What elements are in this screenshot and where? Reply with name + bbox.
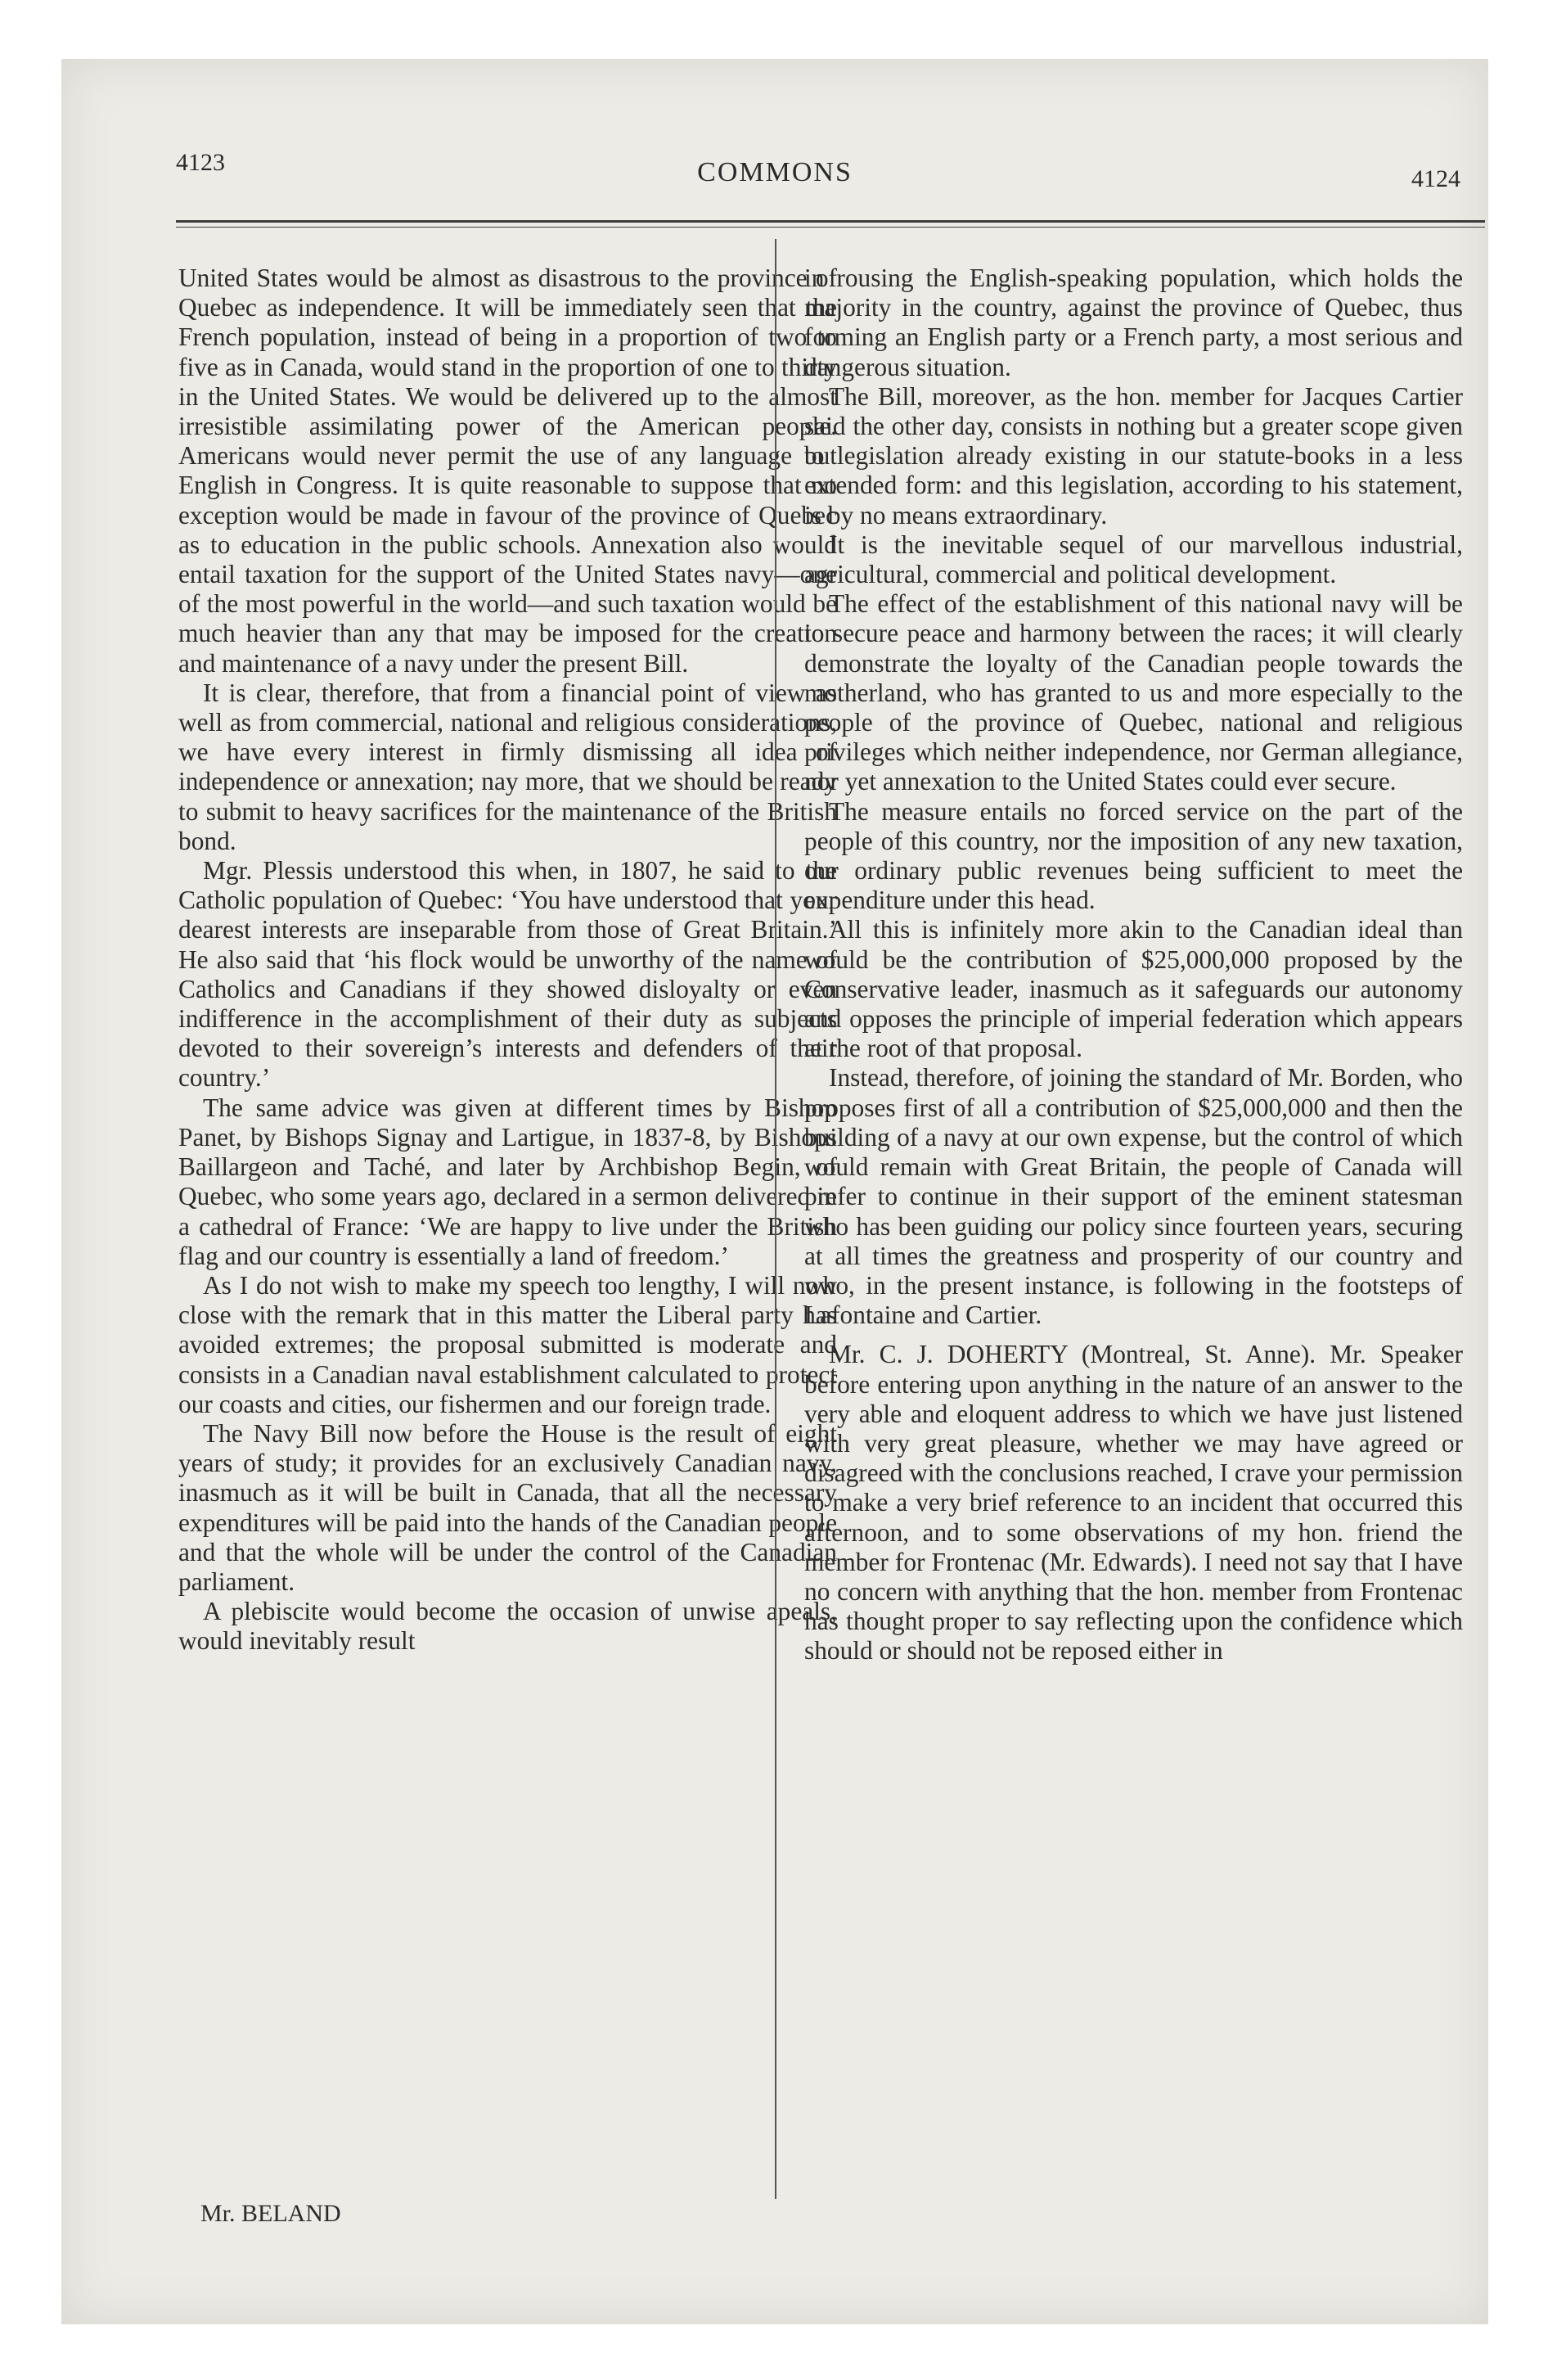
- header-rule-thin: [176, 227, 1485, 228]
- paragraph: Instead, therefore, of joining the standard of Mr. Borden, who proposes first of all a contribution of $25,000,000 and then the building of a navy at our own expense, but the control of which would remain with Great Britain, the people of Canada will prefer to continue in their support of the eminent statesman who has been guiding our policy since fourteen years, securing at all times the greatness and prosperity of our country and who, in the present instance, is following in the footsteps of Lafontaine and Cartier.: [804, 1063, 1463, 1330]
- left-page-number: 4123: [176, 149, 225, 176]
- paragraph: Mgr. Plessis understood this when, in 1807, he said to the Catholic population of Quebec: ‘You have understood that your dearest interests are inseparable from those of Great Britain.’ He also said that ‘his flock would be unworthy of the name of Catholics and Canadians if they showed disloyalty or even indifference in the accomplishment of their duty as subjects devoted to their sovereign’s interests and defenders of their country.’: [178, 856, 837, 1093]
- column-divider: [775, 239, 776, 2199]
- page-title: COMMONS: [697, 157, 853, 187]
- paragraph: The measure entails no forced service on the part of the people of this country, nor the imposition of any new taxation, our ordinary public revenues being sufficient to meet the expenditure under this head.: [804, 796, 1463, 915]
- header-rule-thick: [176, 220, 1485, 223]
- paragraph: United States would be almost as disastrous to the province of Quebec as independence. It will be immediately seen that the French population, instead of being in a proportion of two to five as in Canada, would stand in the proportion of one to thirty in the United States. We would be delivered up to the almost irresistible assimilating power of the American people. Americans would never permit the use of any language but English in Congress. It is quite reasonable to suppose that no exception would be made in favour of the province of Quebec as to education in the public schools. Annexation also would entail taxation for the support of the United States navy—one of the most powerful in the world—and such taxation would be much heavier than any that may be imposed for the creation and maintenance of a navy under the present Bill.: [178, 264, 837, 678]
- paragraph: It is clear, therefore, that from a financial point of view as well as from commercial, national and religious considerations, we have every interest in firmly dismissing all idea of independence or annexation; nay more, that we should be ready to submit to heavy sacrifices for the maintenance of the British bond.: [178, 678, 837, 855]
- paragraph: As I do not wish to make my speech too lengthy, I will now close with the remark that in this matter the Liberal party has avoided extremes; the proposal submitted is moderate and consists in a Canadian naval establishment calculated to protect our coasts and cities, our fishermen and our foreign trade.: [178, 1270, 837, 1418]
- left-column: [178, 264, 837, 1657]
- paragraph: The effect of the establishment of this national navy will be to secure peace and harmony between the races; it will clearly demonstrate the loyalty of the Canadian people towards the motherland, who has granted to us and more especially to the people of the province of Quebec, national and religious privileges which neither independence, nor German allegiance, nor yet annexation to the United States could ever secure.: [804, 589, 1463, 796]
- paragraph: It is the inevitable sequel of our marvellous industrial, agricultural, commercial and political development.: [804, 530, 1463, 589]
- paragraph: All this is infinitely more akin to the Canadian ideal than would be the contribution of $25,000,000 proposed by the Conservative leader, inasmuch as it safeguards our autonomy and opposes the principle of imperial federation which appears at the root of that proposal.: [804, 915, 1463, 1063]
- speaker-paragraph: Mr. C. J. DOHERTY (Montreal, St. Anne). Mr. Speaker before entering upon anything in the nature of an answer to the very able and eloquent address to which we have just listened with very great pleasure, whether we may have agreed or disagreed with the conclusions reached, I crave your permission to make a very brief reference to an incident that occurred this afternoon, and to some observations of my hon. friend the member for Frontenac (Mr. Edwards). I need not say that I have no concern with anything that the hon. member from Frontenac has thought proper to say reflecting upon the confidence which should or should not be reposed either in: [804, 1340, 1463, 1666]
- page-header: [61, 59, 1488, 239]
- catchword: Mr. BELAND: [200, 2200, 341, 2227]
- paragraph: in rousing the English-speaking population, which holds the majority in the country, against the province of Quebec, thus forming an English party or a French party, a most serious and dangerous situation.: [804, 264, 1463, 381]
- paragraph: A plebiscite would become the occasion of unwise apeals, would inevitably result: [178, 1597, 837, 1656]
- right-column: [804, 264, 1463, 1666]
- paragraph: The Bill, moreover, as the hon. member for Jacques Cartier said the other day, consists in nothing but a greater scope given to legislation already existing in our statute-books in a less extended form: and this legislation, according to his statement, is by no means extraordinary.: [804, 381, 1463, 530]
- right-page-number: 4124: [1411, 165, 1460, 192]
- paragraph: The same advice was given at different times by Bishop Panet, by Bishops Signay and Lartigue, in 1837-8, by Bishops Baillargeon and Taché, and later by Archbishop Begin, of Quebec, who some years ago, declared in a sermon delivered in a cathedral of France: ‘We are happy to live under the British flag and our country is essentially a land of freedom.’: [178, 1093, 837, 1270]
- page-sheet: [61, 59, 1488, 2324]
- paragraph: The Navy Bill now before the House is the result of eight years of study; it provides for an exclusively Canadian navy, inasmuch as it will be built in Canada, that all the necessary expenditures will be paid into the hands of the Canadian people and that the whole will be under the control of the Canadian parliament.: [178, 1418, 837, 1596]
